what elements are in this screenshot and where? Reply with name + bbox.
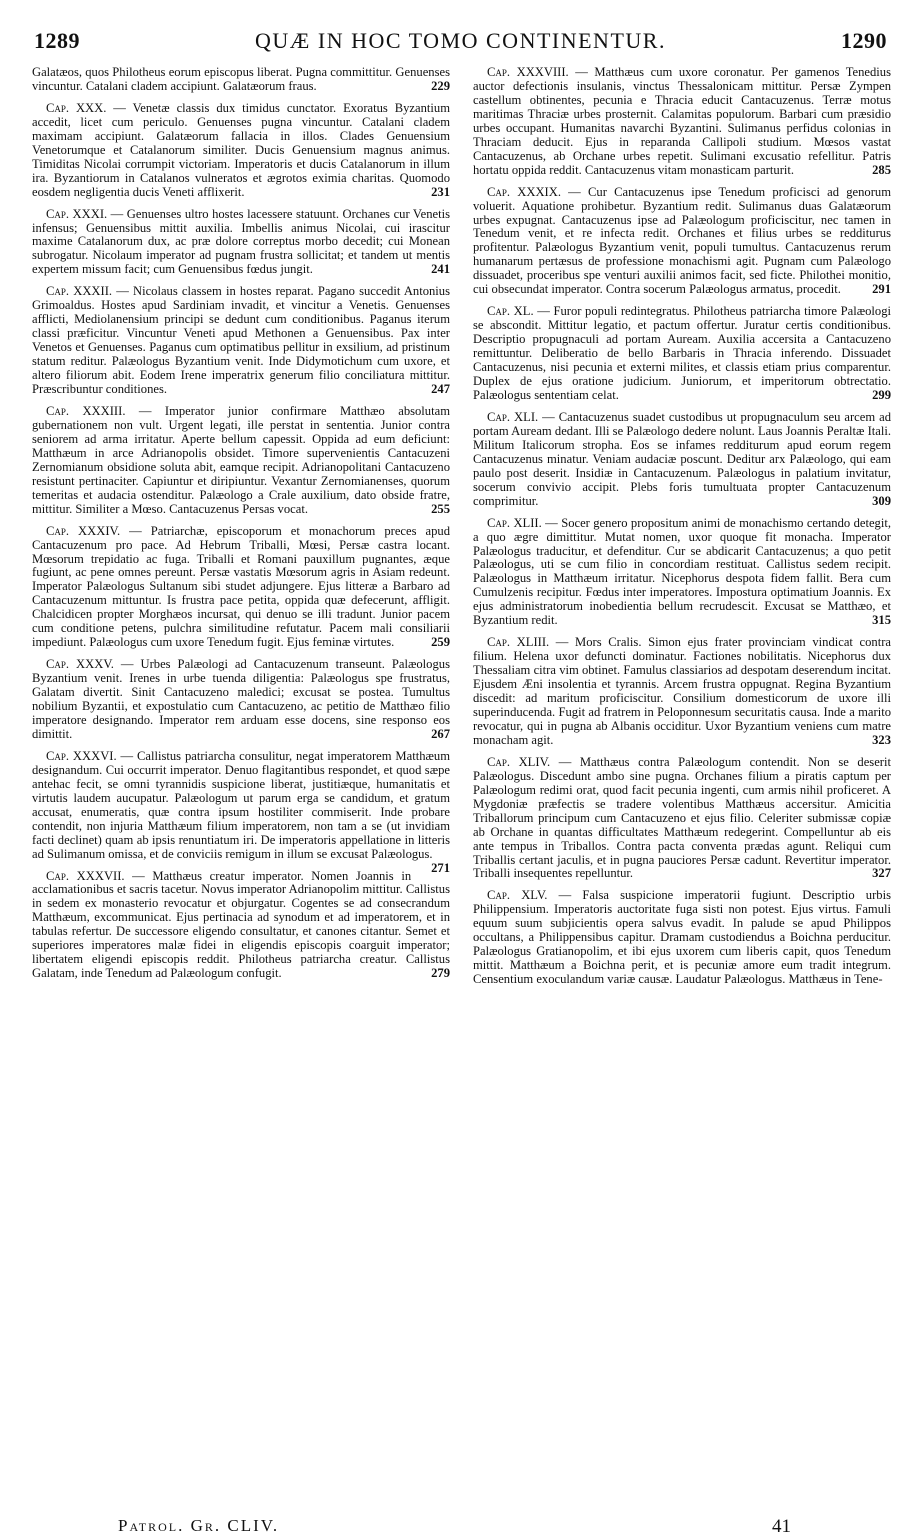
chapter-entry bbox=[32, 102, 450, 200]
page-reference: 231 bbox=[431, 184, 450, 199]
chapter-summary: Venetæ classis dux timidus cunctator. Exoratus Byzantium accedit, licet cum periculo. Genuenses pugna vincuntur. Catalani cladem maximam accipiunt. Galatæorum fallacia in illos. Clades Genuensium Venetorumque et Catalanorum similiter. Ducis Genuensium magnus animus. Timiditas Nicolai corrumpit victoriam. Imperatoris et ducis Catalanorum in illum ira. Byzantiorum in Catalanos vulneratos et ægrotos eximia charitas. Quomodo eosdem negligentia ducis Veneti afflixerit. bbox=[32, 100, 451, 199]
chapter-heading: Cap. XLII. — bbox=[487, 515, 558, 530]
running-title: QUÆ IN HOC TOMO CONTINENTUR. bbox=[255, 28, 666, 53]
page-reference: 299 bbox=[872, 387, 891, 402]
chapter-entry bbox=[32, 748, 450, 875]
chapter-summary: Falsa suspicione imperatorii fugiunt. Descriptio urbis Philippensium. Imperatoris auctoritate fuga sisti non potest. Ejus virtus. Famuli equum suum subjicientis opera salvus evadit. In palude se apud Philippos occultans, a Philippensibus capitur. Dramam custodiendus a Boichna perducitur. Palæologus Gratianopolim, et ibi ejus uxorem cum liberis capit, quos Tenedum mittit. Matthæum a Boichna perit, et is pecuniæ amore eum tradit integrum. Censentium exoculandum variæ causæ. Laudatur Palæologus. Matthæus in Tene- bbox=[473, 888, 891, 987]
chapter-summary: Callistus patriarcha consulitur, negat imperatorem Matthæum designandum. Cui occurrit imperator. Denuo flagitantibus respondet, et quod sæpe antehac fecit, se omni tyrannidis suspicione liberat, justitiæque, humanitatis et virtutis laudem aucupatur. Palæologum ut parum erga se candidum, et gratum accusat, enumeratis, quæ contra ipsum hostiliter commiserit. Inde probare contendit, non injuria Matthæum filium imperatorem, non tam a se (ut invidiam facti declinet) quam ab ipsis renuntiatum iri. De imperatoris appellatione in litteris ad Sulimanum omissa, et de conviciis remigum in illum se excusat Palæologus. bbox=[32, 748, 450, 861]
chapter-entry bbox=[32, 870, 450, 982]
chapter-heading: Cap. XLIV. — bbox=[487, 754, 572, 769]
volume-signature: Patrol. Gr. CLIV. bbox=[118, 1516, 280, 1535]
page-reference: 291 bbox=[872, 282, 891, 297]
page-reference: 285 bbox=[872, 162, 891, 177]
chapter-entry bbox=[473, 186, 891, 298]
chapter-summary: Genuenses ultro hostes lacessere statuunt. Orchanes cur Venetis infensus; Genuensibus mittit auxilia. Imbellis animus Nicolai, cui irascitur maxime Catalanorum dux, ac præ dolore correptus morbo decedit; cui Monean subrogatur. Nicolaum imperator ad pugnam frustra sollicitat; et tandem ut mentis expertem missum facit; cum Genuensibus fœdus jungit. bbox=[32, 206, 450, 277]
chapter-entry bbox=[473, 305, 891, 403]
chapter-summary: Socer genero propositum animi de monachismo certando detegit, a quo ægre dimittitur. Mutat nomen, uxor quoque fit monacha. Imperator Palæologus traducitur, et defenditur. Cur se abdicarit Cantacuzenus; a quo petit Palæologus, uti se cum filio in concordiam restituat. Callistus sedem recipit. Palæologus in Matthæum irritatur. Nicephorus despota fidem fallit. Bera cum Cumulzenis recipitur. Fœdus inter imperatores. Impostura optimatium Joannis. Ex ejus administratorum inobedientia bellum recrudescit. Excusat se Matthæo, et Byzantium redit. bbox=[473, 515, 891, 628]
page-header bbox=[34, 28, 887, 56]
page-reference: 241 bbox=[431, 262, 450, 277]
chapter-heading: Cap. XXXIX. — bbox=[487, 184, 581, 199]
page-reference: 229 bbox=[431, 78, 450, 93]
page-reference: 279 bbox=[431, 966, 450, 981]
chapter-entry bbox=[32, 66, 450, 94]
page-reference: 271 bbox=[431, 860, 450, 875]
chapter-summary: Galatæos, quos Philotheus eorum episcopus liberat. Pugna committitur. Genuenses vincuntur. Catalani cladem accipiunt. Galatæorum fraus. bbox=[32, 65, 450, 93]
chapter-entry bbox=[32, 208, 450, 278]
chapter-heading: Cap. XLIII. — bbox=[487, 635, 569, 650]
chapter-heading: Cap. XXX. — bbox=[46, 100, 126, 115]
page-reference: 323 bbox=[872, 732, 891, 747]
chapter-entry bbox=[473, 756, 891, 882]
page-reference: 315 bbox=[872, 613, 891, 628]
chapter-summary: Furor populi redintegratus. Philotheus patriarcha timore Palæologi se abscondit. Mittitur legatio, et pactum offertur. Juratur certis conditionibus. Descriptio propugnaculi ad portam Auream. Auxilia accersita a Cantacuzeno remittuntur. Deliberatio de bello Barbaris in Thracia inferendo. Dissuadet Cantacuzenus, nisi pecunia et externi milites, et classis etiam prius comparentur. Duplex de ejus oratione judicium. Juniorum, et imperitorum obtrectatio. Palæologus sententiam celat. bbox=[473, 304, 891, 402]
page-footer bbox=[0, 1516, 921, 1540]
page-reference: 309 bbox=[872, 493, 891, 508]
chapter-summary: Cantacuzenus suadet custodibus ut propugnaculum seu arcem ad portam Auream dedant. Illi se Palæologo dedere nolunt. Laus Joannis Peraltæ Itali. Militum Italicorum stropha. Eos se infames redditurum apud eorum regem Cantacuzenus minatur. Veniam audaciæ poscunt. Deditur arx Palæologo, qui eam paulo post deserit. Insidiæ in Cantacuzenum. Palæologus in palatium invitatur, socerum convivio accipit. Plebs foris tumultuata propter Cantacuzenum comprimitur. bbox=[473, 409, 892, 508]
chapter-entry bbox=[473, 411, 891, 509]
page-reference: 247 bbox=[431, 382, 450, 397]
chapter-entry bbox=[473, 636, 891, 748]
page-reference: 259 bbox=[431, 635, 450, 650]
chapter-entry bbox=[32, 658, 450, 742]
chapter-heading: Cap. XXXII. — bbox=[46, 284, 129, 299]
chapter-entry bbox=[32, 525, 450, 651]
chapter-heading: Cap. XL. — bbox=[487, 304, 550, 319]
chapter-entry bbox=[32, 285, 450, 397]
chapter-summary: Cur Cantacuzenus ipse Tenedum proficisci ad genorum voluerit. Aquatione prohibetur. Byzantium redit. Sulimanus duas Galatæorum urbes expugnat. Cantacuzenus ipse ad Palæologum proficiscitur, nec tamen in Tenedum venit, et re infecta redit. Orchanes et filius urbes se redditurus profitentur. Palæologus Byzantium venit, populi tumultus. Cantacuzenus rerum humanarum pertæsus de professione monachismi agit. Pugnam cum Palæologo dissuadet, proceribus spe venturi auxilii animos facit, sed ficte. Philothei monitio, cui obsecundat imperator. Contra socerum Palæologus armatus, procedit. bbox=[473, 184, 892, 297]
chapter-heading: Cap. XLV. — bbox=[487, 888, 572, 903]
chapter-summary: Patriarchæ, episcoporum et monachorum preces apud Cantacuzenum pro pace. Ad Hebrum Triballi, Mœsi, Persæ castra locant. Mœsorum trepidatio ac fuga. Triballi et Romani pauxillum pugnantes, æque fugiunt, ac pene omnes pereunt. Persæ vastatis Mœsorum agris in Asiam redeunt. Imperator Palæologus Sultanum sibi studet adjungere. Ejus litteræ a Barbaro ad Cantacuzenum mittuntur. Is frustra pace petita, oppida quæ defecerunt, affligit. Chalcidicen propter Morghæos incursat, qui denuo se illi tradunt. Junior pacem cum conditione petens, pulchra similitudine refutatur. Pacem mali consiliarii impediunt. Palæologus cum uxore Tenedum fugit. Ejus feminæ virtutes. bbox=[32, 523, 450, 650]
chapter-summary: Nicolaus classem in hostes reparat. Pagano succedit Antonius Grimoaldus. Hostes apud Sardiniam invadit, et vincitur a Venetis. Genuenses afflicti, Mediolanensium principi se dedunt cum conditionibus. Paganus iterum classi præficitur. Vincuntur Veneti apud Methonen a Genuensibus. Pax inter Venetos et Genuenses. Paganus cum optimatibus pellitur in exsilium, ad pristinum statum reditur. Palæologus Byzantium venit. Inde Didymotichum cum uxore, et altero filiorum abit. Eodem Irene imperatrix generum filio conciliatura mittitur. Præscribuntur conditiones. bbox=[32, 284, 451, 397]
sheet-number: 41 bbox=[772, 1516, 791, 1537]
chapter-heading: Cap. XXXV. — bbox=[46, 657, 134, 672]
chapter-entry bbox=[32, 405, 450, 517]
chapter-summary: Imperator junior confirmare Matthæo absolutam gubernationem non vult. Urgent legati, ille perstat in sententia. Junior contra seniorem ad arma irritatur. Aperte bellum capessit. Oppida ad eum deficiunt: Matthæum in arce Adrianopolis obsidet. Timore supervenientis Cantacuzeni Zernomianum obsidione soluta abit, eamque recipit. Adrianopolitani Cantacuzeno resistunt pertinaciter. Capiuntur et diripiuntur. Vexantur Zernomianenses, quorum temeritas et audacia ostenditur. Palæologo a Crale auxilium, dato obside fratre, mittitur. Similiter a Mœso. Cantacuzenus Persas vocat. bbox=[32, 403, 450, 516]
left-page-number: 1289 bbox=[34, 28, 80, 53]
chapter-summary: Matthæus cum uxore coronatur. Per gamenos Tenedius auctor defectionis insulanis, vinctus Thessalonicam mittitur. Persæ Zympen castellum obtinentes, pecunia e Thracia educit Cantacuzenus. Terræ motus maritimas Thraciæ urbes prosternit. Calamitas populorum. Barbari cum præsidio urbes occupant. Humanitas navarchi Byzantini. Sulimanus perfidus colonias in Thraciam deducit. Ejus in reparanda Callipoli studium. Mœsos vastat Cantacuzenus, ab Orchane urbes repetit. Sulimani excusatio refellitur. Patris hortatu oppida reddit. Cantacuzenus vitam monasticam parturit. bbox=[473, 65, 891, 177]
chapter-heading: Cap. XXXVIII. — bbox=[487, 65, 588, 79]
chapter-heading: Cap. XXXIII. — bbox=[46, 403, 152, 418]
right-column bbox=[473, 66, 891, 995]
right-page-number: 1290 bbox=[840, 28, 887, 53]
chapter-heading: Cap. XLI. — bbox=[487, 409, 555, 424]
chapter-entry bbox=[473, 517, 891, 629]
left-column bbox=[32, 66, 450, 989]
chapter-summary: Matthæus contra Palæologum contendit. Non se deserit Palæologus. Discedunt ambo sine pugna. Orchanes filium a piratis captum per Palæologum redimi orat, quod facit pecunia ingenti, cum armis nihil proficeret. A Mygdoniæ præfectis se tradere volentibus Matthæus accersitur. Amicitia Triballorum principum cum Cantacuzeno et ejus filio. Celeriter submissæ copiæ ab Orchane in quantas difficultates Matthæum redegerint. Compelluntur ab eis ante tempus in Triballos. Contra pacta conventa prædas agunt. Reliqui cum Triballis certant jaculis, et in pugna pauciores Persæ cadunt. Revertitur imperator. Triballi insequentes repelluntur. bbox=[473, 754, 891, 881]
chapter-summary: Matthæus creatur imperator. Nomen Joannis in acclamationibus et sacris tacetur. Novus imperator Adrianopolim mittitur. Callistus in sedem ex monasterio revocatur et objurgatur. Cogentes se ad consecrandum Matthæum, excommunicat. Ejus pertinacia ad synodum et ad imperatorem, et in tabulas refertur. De successore eligendo consultatur, et canones citantur. Semet et superiores imperatores malæ fidei in eligendis episcopis coarguit imperator; libertatem eligendi episcopis reddit. Philotheus patriarcha creatur. Callistus Galatam, inde Tenedum ad Palæologum confugit. bbox=[32, 868, 450, 981]
page-reference: 267 bbox=[431, 726, 450, 741]
chapter-heading: Cap. XXXIV. — bbox=[46, 523, 142, 538]
chapter-summary: Mors Cralis. Simon ejus frater provinciam vindicat contra filium. Helena uxor defuncti dominatur. Factiones nobilitatis. Nicephorus dux Thessaliam citra vim obtinet. Famulus classiarios ad despotam deserendum incitat. Ejusdem Æni insolentia et tyrannis. Arcem frustra oppugnat. Regina Byzantium discedit: ad maritum proficiscitur. Consilium domesticorum de uxore illi superinducenda. Fugit ad fratrem in Peloponnesum securitatis causa. Inde a marito revocatur, qui in pugna ab Albanis occiditur. Uxor Byzantium veniens cum matre monacham agit. bbox=[473, 635, 891, 747]
chapter-heading: Cap. XXXI. — bbox=[46, 206, 124, 221]
page-reference: 255 bbox=[431, 501, 450, 516]
chapter-entry bbox=[473, 889, 891, 987]
chapter-heading: Cap. XXXVI. — bbox=[46, 748, 134, 763]
page-reference: 327 bbox=[872, 866, 891, 881]
chapter-heading: Cap. XXXVII. — bbox=[46, 868, 145, 883]
chapter-entry bbox=[473, 66, 891, 178]
chapter-summary: Urbes Palæologi ad Cantacuzenum transeunt. Palæologus Byzantium venit. Irenes in urbe tuenda diligentia: Palæologus spe frustratus, Galatam divertit. Sinit Cantacuzeno maledici; excusat se postea. Tumultus nobilium Byzantii, et expostulatio cum Cantacuzeno, ac petitio de Matthæo filio imperatore designando. Imperator rem arduam esse docens, sine responso eos dimittit. bbox=[32, 657, 450, 741]
